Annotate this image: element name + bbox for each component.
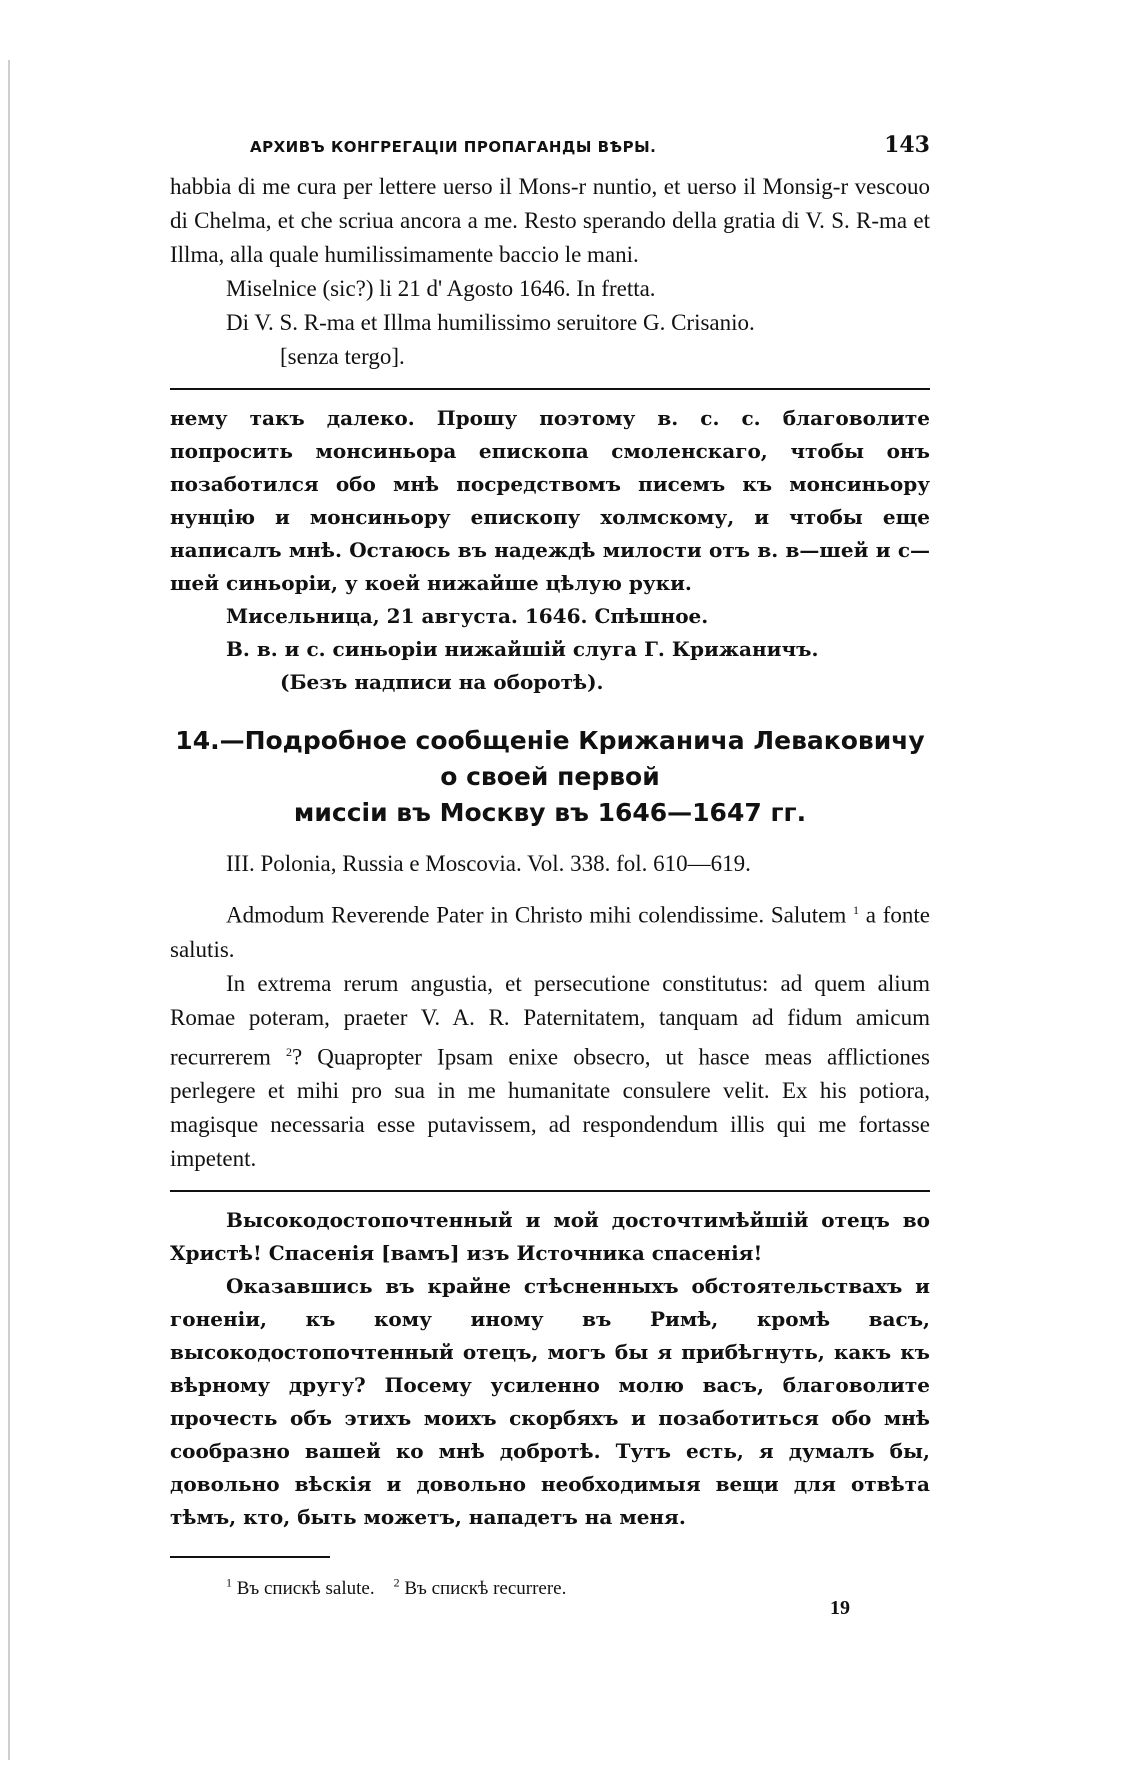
latin-body-paragraph xyxy=(170,967,930,1177)
section-heading-line-1: 14.—Подробное сообщеніе Крижанича Леваковичу о своей первой xyxy=(175,726,925,791)
footnote-1-mark: 1 xyxy=(226,1575,232,1590)
latin-salutation-end: a fonte salutis. xyxy=(170,902,931,962)
russian-body-paragraph: Оказавшись въ крайне стѣсненныхъ обстоятельствахъ и гоненіи, къ кому иному въ Римѣ, кромѣ васъ, высокодостопочтенный отецъ, могъ бы я прибѣгнуть, какъ къ вѣрному другу? Посему усиленно молю васъ, благоволите прочесть объ этихъ моихъ скорбяхъ и позаботиться обо мнѣ сообразно вашей ко мнѣ добротѣ. Тутъ есть, я думалъ бы, довольно вѣскія и довольно необходимыя вещи для отвѣта тѣмъ, кто, быть можетъ, нападетъ на меня. xyxy=(170,1274,930,1530)
scan-edge-line xyxy=(8,60,10,1760)
russian-tergo-note: (Безъ надписи на оборотѣ). xyxy=(280,670,604,694)
latin-body-text-a: In extrema rerum angustia, et persecutione constitutus: ad quem alium Romae poteram, praeter V. A. R. Paternitatem, tanquam ad fidum amicum recurrerem xyxy=(170,970,930,1070)
russian-letter-body xyxy=(170,1204,930,1534)
section-heading-line-2: миссіи въ Москву въ 1646—1647 гг. xyxy=(293,798,807,827)
latin-salutation xyxy=(170,893,930,967)
footnote-marker: 2 xyxy=(285,1044,292,1059)
latin-tergo-note: [senza tergo]. xyxy=(280,344,405,369)
russian-salutation: Высокодостопочтенный и мой досточтимѣйшій отецъ во Христѣ! Спасенія [вамъ] изъ Источника спасенія! xyxy=(170,1208,930,1266)
footnote-1-text: Въ спискѣ salute. xyxy=(236,1577,375,1599)
footnote-marker: 1 xyxy=(853,903,860,917)
footnote-1 xyxy=(226,1575,375,1599)
footnote-2 xyxy=(393,1575,567,1599)
russian-signature-line: В. в. и с. синьоріи нижайшій слуга Г. Крижаничъ. xyxy=(226,637,819,661)
footnote-2-mark: 2 xyxy=(393,1575,400,1590)
latin-letter-body xyxy=(170,893,930,1176)
divider-rule xyxy=(170,388,930,390)
russian-date-line: Мисельница, 21 августа. 1646. Спѣшное. xyxy=(226,604,709,628)
russian-paragraph: нему такъ далеко. Прошу поэтому в. с. с. благоволите попросить монсиньора епископа смоленскаго, чтобы онъ позаботился обо мнѣ посредствомъ писемъ къ монсиньору нунцію и монсиньору епископу холмскому, и чтобы еще написалъ мнѣ. Остаюсь въ надеждѣ милости отъ в. в—шей и с—шей синьоріи, у коей нижайше цѣлую руки. xyxy=(170,406,930,595)
running-head: АРХИВЪ КОНГРЕГАЦІИ ПРОПАГАНДЫ ВѢРЫ. xyxy=(250,138,657,156)
latin-body-text-b: ? Quapropter Ipsam enixe obsecro, ut hasce meas afflictiones perlegere et mihi pro sua in me humanitate consulere velit. Ex his potiora, magisque necessaria esse putavissem, ad respondendum illis qui me fortasse impetent. xyxy=(170,1044,931,1172)
archive-source-reference: III. Polonia, Russia e Moscovia. Vol. 338. fol. 610—619. xyxy=(226,851,751,876)
latin-salutation-text: Admodum Reverende Pater in Christo mihi colendissime. Salutem xyxy=(226,902,847,928)
footnote-2-text: Въ спискѣ recurrere. xyxy=(404,1577,567,1599)
russian-translation-end xyxy=(170,402,930,699)
latin-date-line: Miselnice (sic?) li 21 d' Agosto 1646. In fretta. xyxy=(226,276,656,301)
latin-paragraph: habbia di me cura per lettere uerso il Mons-r nuntio, et uerso il Monsig-r vescouo di Chelma, et che scriua ancora a me. Resto sperando della gratia di V. S. R-ma et Illma, alla quale humilissimamente baccio le mani. xyxy=(170,174,930,267)
page-number: 143 xyxy=(884,132,930,158)
page-header xyxy=(170,130,930,170)
footnotes xyxy=(170,1568,930,1620)
latin-letter-end xyxy=(170,170,930,374)
section-heading xyxy=(170,723,930,831)
latin-signature-line: Di V. S. R-ma et Illma humilissimo seruitore G. Crisanio. xyxy=(226,310,755,335)
book-page xyxy=(170,130,931,1620)
divider-rule xyxy=(170,1190,930,1192)
footnote-rule xyxy=(170,1556,330,1558)
signature-number: 19 xyxy=(830,1597,850,1620)
